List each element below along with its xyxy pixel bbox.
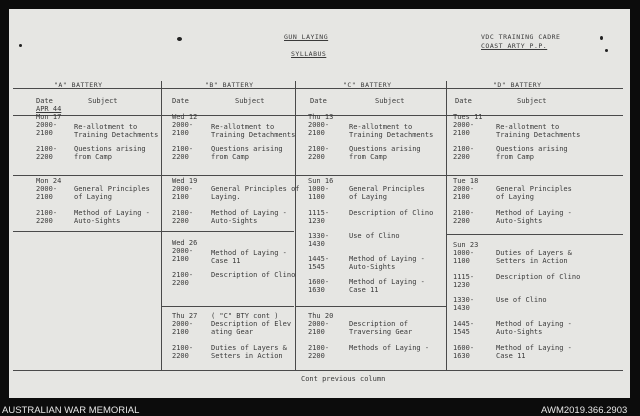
a-w1-subject-2: Questions arising from Camp [74,145,146,161]
c-w1-day: Thu 13 [308,113,334,121]
a-w2-subject-2: Method of Laying - Auto-Sights [74,209,150,225]
continuation-note: Cont previous column [301,375,386,383]
table-rule-week-3-c [296,306,446,307]
d-w1-subject-2: Questions arising from Camp [496,145,568,161]
table-divider-a-b [161,81,162,370]
b-w2-subject-1: General Principles of Laying. [211,185,300,201]
d-w3-time-5: 1600- 1630 [453,344,475,360]
a-date-header: Date [36,97,53,105]
punch-hole-mark [19,44,22,47]
a-w2-day: Mon 24 [36,177,62,185]
c-w2-time-2: 1115- 1230 [308,209,330,225]
table-rule-week-2-ab [13,231,294,232]
d-w1-time-2: 2100- 2200 [453,145,475,161]
battery-d-heading: "D" BATTERY [493,81,542,89]
c-w2-subject-1: General Principles of Laying [349,185,425,201]
b-w4-day: Thu 27 [172,312,198,320]
d-w3-subject-4: Method of Laying - Auto-Sights [496,320,572,336]
table-rule-week-3-b [161,306,294,307]
b-w3-subject-2: Description of Clino [211,271,296,279]
c-w2-time-3: 1330- 1430 [308,232,330,248]
document-page [9,9,630,398]
d-w3-time-4: 1445- 1545 [453,320,475,336]
c-w1-time-2: 2100- 2200 [308,145,330,161]
c-subject-header: Subject [375,97,405,105]
document-subtitle: SYLLABUS [291,50,327,58]
a-subject-header: Subject [88,97,118,105]
table-rule-bottom [13,370,623,371]
c-w2-subject-2: Description of Clino [349,209,434,217]
c-w2-subject-4: Method of Laying - Auto-Sights [349,255,425,271]
b-w3-day: Wed 26 [172,239,198,247]
d-w1-day: Tues 11 [453,113,483,121]
c-w1-subject-2: Questions arising from Camp [349,145,421,161]
d-w2-time-2: 2100- 2200 [453,209,475,225]
b-w1-time-1: 2000- 2100 [172,121,194,137]
punch-hole-mark [177,37,182,41]
c-w2-subject-5: Method of Laying - Case 11 [349,278,425,294]
table-rule-week-1 [13,175,623,176]
d-w3-time-1: 1000- 1100 [453,249,475,265]
unit-name-line-2: COAST ARTY P.P. [481,42,548,50]
b-w3-time-2: 2100- 2200 [172,271,194,287]
document-title: GUN LAYING [284,33,329,41]
d-w1-time-1: 2000- 2100 [453,121,475,137]
b-subject-header: Subject [235,97,265,105]
b-w2-day: Wed 19 [172,177,198,185]
d-w2-time-1: 2000- 2100 [453,185,475,201]
d-subject-header: Subject [517,97,547,105]
c-date-header: Date [310,97,327,105]
a-w1-day: Mon 17 [36,113,62,121]
c-w3-time-2: 2100- 2200 [308,344,330,360]
a-w1-time-1: 2000- 2100 [36,121,58,137]
battery-c-heading: "C" BATTERY [343,81,392,89]
d-w2-subject-2: Method of Laying - Auto-Sights [496,209,572,225]
a-w2-time-2: 2100- 2200 [36,209,58,225]
b-w1-subject-2: Questions arising from Camp [211,145,283,161]
archive-accession-number: AWM2019.366.2903 [541,405,628,416]
d-w2-subject-1: General Principles of Laying [496,185,572,201]
c-w3-time-1: 2000- 2100 [308,320,330,336]
b-w2-time-1: 2000- 2100 [172,185,194,201]
b-w4-time-2: 2100- 2200 [172,344,194,360]
a-month: APR 44 [36,105,62,113]
archive-name: AUSTRALIAN WAR MEMORIAL [2,405,140,416]
a-w2-time-1: 2000- 2100 [36,185,58,201]
b-w4-subject-1: ( "C" BTY cont ) Description of Elev ating Gear [211,312,292,336]
a-w1-subject-1: Re-allotment to Training Detachments [74,123,159,139]
c-w2-subject-3: Use of Clino [349,232,400,240]
b-w4-subject-2: Duties of Layers & Setters in Action [211,344,287,360]
punch-hole-mark [600,36,603,40]
b-w2-subject-2: Method of Laying - Auto-Sights [211,209,287,225]
d-w3-time-3: 1330- 1430 [453,296,475,312]
unit-name-line-1: VDC TRAINING CADRE [481,33,561,41]
d-w3-day: Sun 23 [453,241,479,249]
d-w2-day: Tue 18 [453,177,479,185]
table-rule-week-2-d [446,234,623,235]
punch-hole-mark [605,49,608,52]
c-w3-day: Thu 20 [308,312,334,320]
a-w1-time-2: 2100- 2200 [36,145,58,161]
d-w3-subject-3: Use of Clino [496,296,547,304]
c-w3-subject-1: Description of Traversing Gear [349,320,413,336]
c-w1-subject-1: Re-allotment to Training Detachments [349,123,434,139]
a-w2-subject-1: General Principles of Laying [74,185,150,201]
b-w1-time-2: 2100- 2200 [172,145,194,161]
c-w2-time-1: 1000- 1100 [308,185,330,201]
c-w3-subject-2: Methods of Laying - [349,344,430,352]
d-w1-subject-1: Re-allotment to Training Detachments [496,123,581,139]
d-w3-subject-1: Duties of Layers & Setters in Action [496,249,572,265]
d-date-header: Date [455,97,472,105]
c-w2-day: Sun 16 [308,177,334,185]
b-date-header: Date [172,97,189,105]
c-w1-time-1: 2000- 2100 [308,121,330,137]
d-w3-subject-5: Method of Laying - Case 11 [496,344,572,360]
c-w2-time-4: 1445- 1545 [308,255,330,271]
table-divider-c-d [446,81,447,370]
b-w3-subject-1: Method of Laying - Case 11 [211,249,287,265]
c-w2-time-5: 1600- 1630 [308,278,330,294]
battery-b-heading: "B" BATTERY [205,81,254,89]
b-w4-time-1: 2000- 2100 [172,320,194,336]
b-w1-day: Wed 12 [172,113,198,121]
d-w3-time-2: 1115- 1230 [453,273,475,289]
battery-a-heading: "A" BATTERY [54,81,103,89]
b-w1-subject-1: Re-allotment to Training Detachments [211,123,296,139]
b-w2-time-2: 2100- 2200 [172,209,194,225]
b-w3-time-1: 2000- 2100 [172,247,194,263]
d-w3-subject-2: Description of Clino [496,273,581,281]
